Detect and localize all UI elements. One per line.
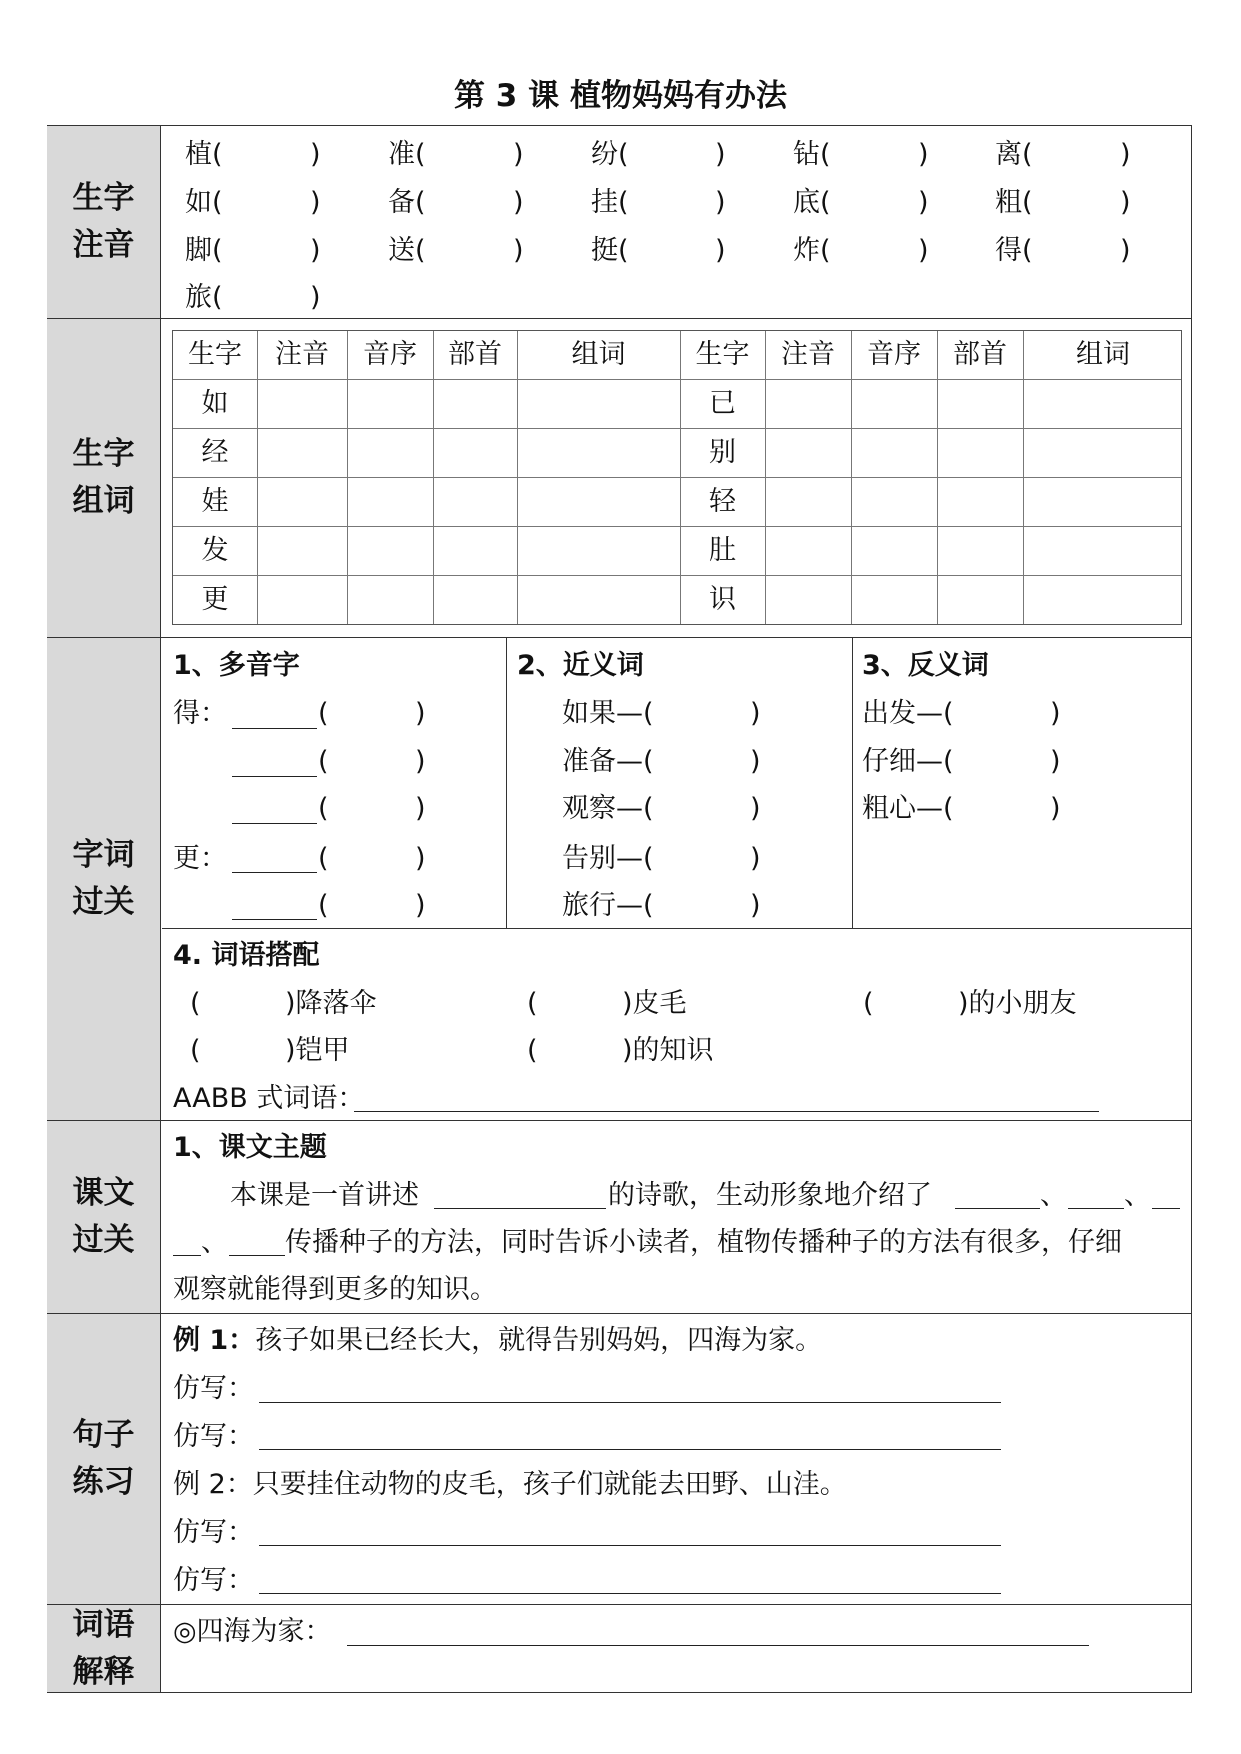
divider: [47, 318, 1192, 319]
table-char: 更: [201, 584, 229, 615]
fangxie-label: 仿写：: [173, 1565, 254, 1596]
table-char: 别: [709, 437, 736, 468]
fangxie-line[interactable]: [259, 1449, 1001, 1450]
pinyin-char: 离(: [995, 139, 1033, 170]
duoyin-heading: 1、多音字: [173, 650, 300, 681]
fangxie-line[interactable]: [259, 1545, 1001, 1546]
table-header: 生字: [695, 339, 750, 370]
close-paren: ): [513, 139, 524, 170]
dapei-item: )的小朋友: [958, 988, 1077, 1019]
fangxie-line[interactable]: [259, 1593, 1001, 1594]
pinyin-char: 挂(: [591, 187, 629, 218]
example-text: 只要挂住动物的皮毛，孩子们就能去田野、山洼。: [252, 1469, 847, 1500]
jinyi-item: 观察—(: [562, 793, 654, 824]
divider: [47, 1120, 1192, 1121]
table-char: 已: [709, 388, 736, 419]
jieshi-line[interactable]: [347, 1645, 1089, 1646]
pinyin-char: 钻(: [793, 139, 831, 170]
example-label: 例 1：: [173, 1325, 256, 1356]
table-char: 如: [201, 388, 229, 419]
page-title: 第 3 课 植物妈妈有办法: [454, 78, 787, 114]
jieshi-item: ◎四海为家：: [173, 1616, 332, 1647]
close-paren: ): [1120, 187, 1131, 218]
pinyin-char: 粗(: [995, 187, 1033, 218]
jinyi-item: 告别—(: [562, 843, 654, 874]
aabb-answer-line[interactable]: [354, 1111, 1099, 1112]
jinyi-item: 准备—(: [562, 746, 654, 777]
jinyi-item: 旅行—(: [562, 890, 654, 921]
fanyi-heading: 3、反义词: [862, 650, 989, 681]
label-pinyin: 生字注音: [47, 126, 161, 318]
label-jieshi: 词语解释: [47, 1605, 161, 1692]
pinyin-char: 送(: [388, 235, 426, 266]
close-paren: ): [310, 139, 321, 170]
pinyin-char: 纷(: [591, 139, 629, 170]
duoyin-de: 得：: [173, 698, 227, 729]
jinyi-heading: 2、近义词: [517, 650, 644, 681]
close-paren: ): [918, 235, 929, 266]
dapei-item: )铠甲: [285, 1035, 350, 1066]
fangxie-label: 仿写：: [173, 1421, 254, 1452]
example-label: 例 2：: [173, 1469, 253, 1500]
fanyi-item: 粗心—(: [862, 793, 954, 824]
pinyin-char: 炸(: [793, 235, 831, 266]
example-text: 孩子如果已经长大，就得告别妈妈，四海为家。: [255, 1325, 823, 1356]
close-paren: ): [715, 235, 726, 266]
table-header: 生字: [188, 339, 242, 370]
table-char: 经: [201, 437, 229, 468]
label-juzi: 句子练习: [47, 1314, 161, 1604]
pinyin-char: 如(: [185, 187, 223, 218]
table-header: 音序: [363, 339, 417, 370]
dapei-heading: 4. 词语搭配: [173, 940, 320, 971]
divider: [47, 1604, 1192, 1605]
label-zuci: 生字组词: [47, 319, 161, 637]
duoyin-geng: 更：: [173, 843, 227, 874]
fangxie-label: 仿写：: [173, 1373, 254, 1404]
close-paren: ): [513, 187, 524, 218]
answer-line[interactable]: [434, 1208, 606, 1209]
close-paren: ): [310, 235, 321, 266]
table-char: 识: [709, 584, 736, 615]
table-header: 组词: [571, 339, 626, 370]
close-paren: ): [1120, 139, 1131, 170]
fanyi-item: 出发—(: [862, 698, 954, 729]
table-header: 部首: [448, 339, 502, 370]
close-paren: ): [1120, 235, 1131, 266]
close-paren: ): [918, 139, 929, 170]
fangxie-label: 仿写：: [173, 1517, 254, 1548]
divider: [162, 928, 1192, 929]
jinyi-item: 如果—(: [562, 698, 654, 729]
close-paren: ): [918, 187, 929, 218]
pinyin-char: 底(: [793, 187, 831, 218]
table-header: 注音: [275, 339, 329, 370]
table-char: 娃: [201, 486, 229, 517]
table-char: 发: [201, 535, 229, 566]
label-ciguo: 字词过关: [47, 638, 161, 1120]
zuci-table: [172, 330, 1182, 625]
table-header: 部首: [953, 339, 1007, 370]
pinyin-char: 挺(: [591, 235, 629, 266]
table-header: 音序: [867, 339, 921, 370]
aabb-label: AABB 式词语：: [173, 1083, 365, 1114]
table-char: 轻: [709, 486, 736, 517]
fanyi-item: 仔细—(: [862, 746, 954, 777]
close-paren: ): [715, 139, 726, 170]
table-header: 组词: [1076, 339, 1130, 370]
table-char: 肚: [709, 535, 736, 566]
label-kewen: 课文过关: [47, 1121, 161, 1313]
pinyin-char: 准(: [388, 139, 426, 170]
close-paren: ): [715, 187, 726, 218]
kewen-heading: 1、课文主题: [173, 1132, 327, 1163]
pinyin-char: 备(: [388, 187, 426, 218]
divider: [47, 1313, 1192, 1314]
dapei-item: )降落伞: [285, 988, 377, 1019]
fangxie-line[interactable]: [259, 1402, 1001, 1403]
pinyin-char: 脚(: [185, 235, 223, 266]
pinyin-char: 植(: [185, 139, 223, 170]
close-paren: ): [310, 187, 321, 218]
pinyin-char: 旅(: [185, 282, 223, 313]
dapei-item: )的知识: [622, 1035, 714, 1066]
pinyin-char: 得(: [995, 235, 1033, 266]
close-paren: ): [513, 235, 524, 266]
divider: [852, 638, 853, 928]
close-paren: ): [310, 282, 321, 313]
divider: [47, 637, 1192, 638]
divider: [506, 638, 507, 928]
table-header: 注音: [781, 339, 835, 370]
dapei-item: )皮毛: [622, 988, 687, 1019]
